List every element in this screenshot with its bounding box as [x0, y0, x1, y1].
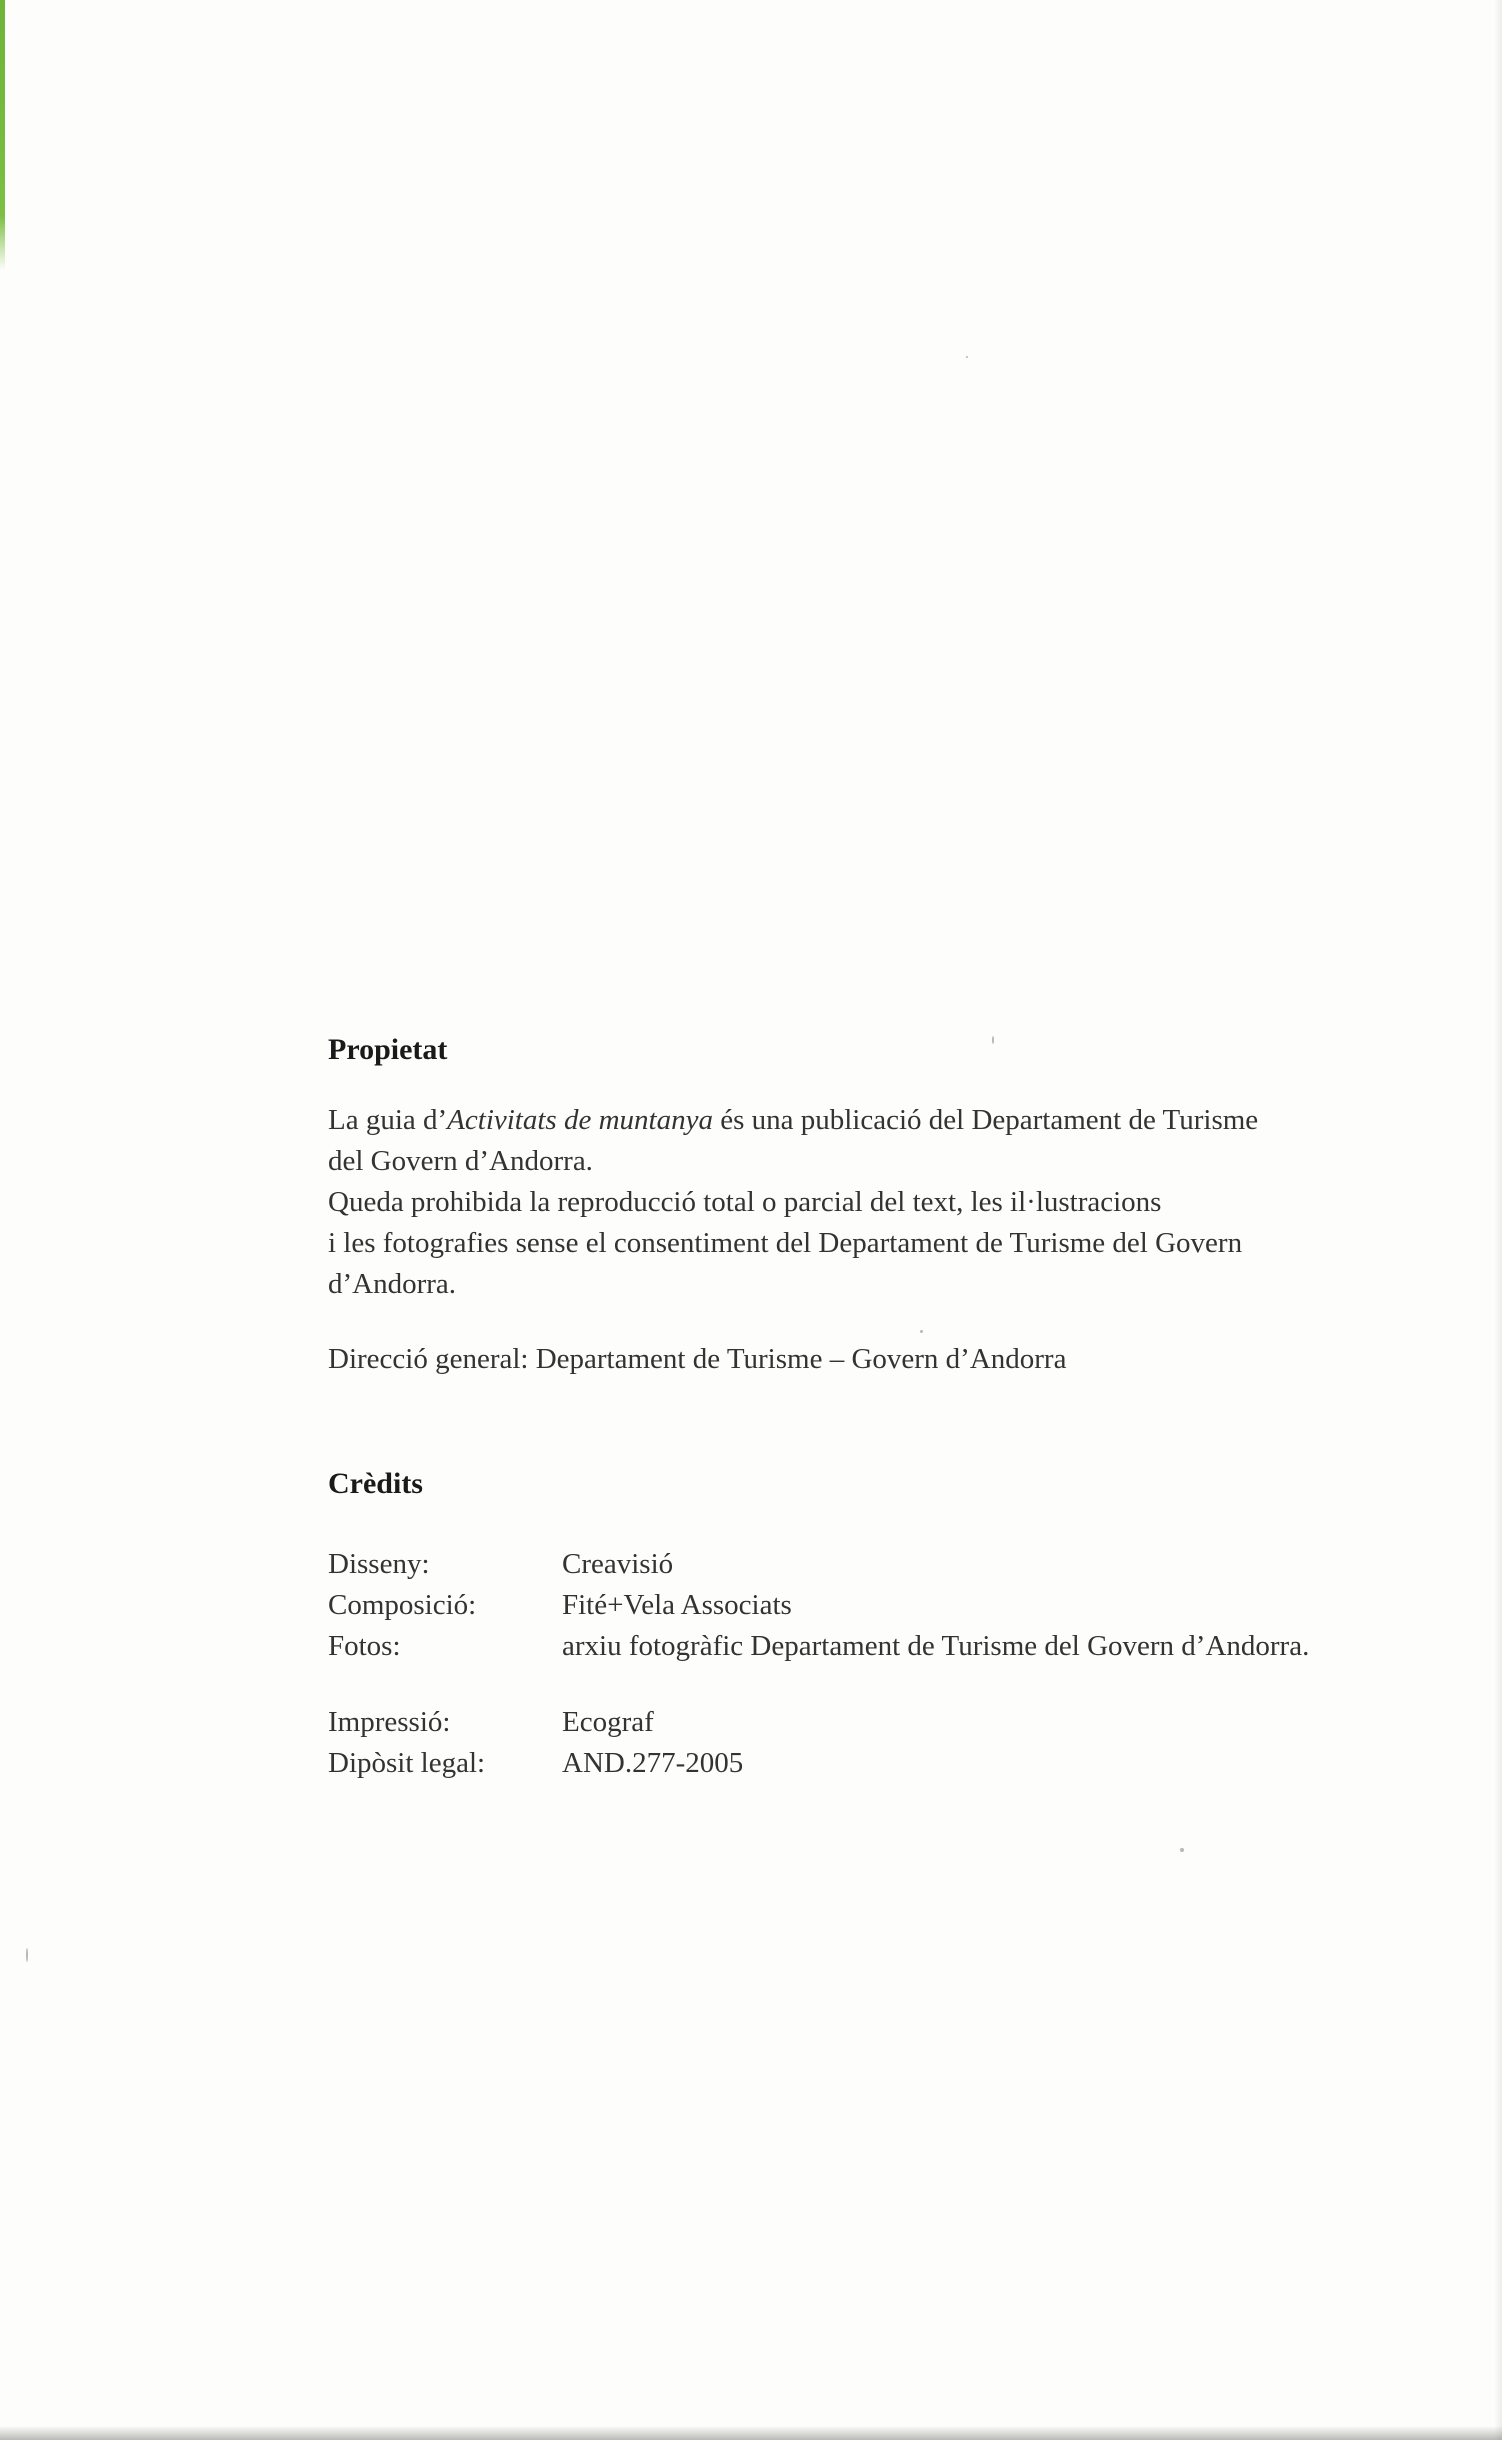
credit-value: Creavisió	[562, 1548, 674, 1580]
credit-value: Fité+Vela Associats	[562, 1589, 792, 1621]
credit-value: arxiu fotogràfic Departament de Turisme del Govern d’Andorra.	[562, 1630, 1310, 1662]
credit-label: Impressió:	[328, 1706, 451, 1738]
credit-row-disseny	[328, 1544, 1458, 1585]
credits-heading: Crèdits	[328, 1467, 423, 1500]
credit-row-composicio	[328, 1585, 1458, 1626]
credit-row-impressio	[328, 1702, 1458, 1743]
page-edge-shadow-bottom	[0, 2426, 1502, 2440]
paper-speck	[966, 356, 968, 358]
credit-row-diposit-legal	[328, 1743, 1458, 1784]
credits-table	[328, 1544, 1458, 1784]
credit-row-fotos	[328, 1626, 1458, 1667]
paper-speck	[1180, 1848, 1184, 1852]
credit-label: Fotos:	[328, 1630, 401, 1662]
page-edge-shadow-right	[1494, 0, 1502, 2440]
guide-title: Activitats de muntanya	[447, 1104, 713, 1136]
propietat-paragraph	[328, 1100, 1458, 1305]
credit-label: Disseny:	[328, 1548, 430, 1580]
imprint-content	[328, 1030, 1458, 1784]
credit-value: AND.277-2005	[562, 1747, 744, 1779]
propietat-line1-prefix: La guia d’	[328, 1104, 448, 1136]
paper-speck	[26, 1948, 28, 1962]
credits-spacer	[328, 1667, 1458, 1702]
propietat-section	[328, 1030, 1458, 1380]
propietat-line4: i les fotografies sense el consentiment del Departament de Turisme del Govern	[328, 1227, 1243, 1259]
credit-label: Composició:	[328, 1589, 477, 1621]
credit-value: Ecograf	[562, 1706, 654, 1738]
propietat-heading: Propietat	[328, 1033, 448, 1066]
page-edge-green-strip	[0, 0, 5, 270]
propietat-line2: del Govern d’Andorra.	[328, 1145, 593, 1177]
propietat-line5: d’Andorra.	[328, 1268, 457, 1300]
credit-label: Dipòsit legal:	[328, 1747, 486, 1779]
direccio-general: Direcció general: Departament de Turisme – Govern d’Andorra	[328, 1343, 1067, 1375]
propietat-line1-suffix: és una publicació del Departament de Turisme	[712, 1104, 1259, 1136]
credits-section	[328, 1464, 1458, 1784]
propietat-line3: Queda prohibida la reproducció total o parcial del text, les il·lustracions	[328, 1186, 1162, 1218]
